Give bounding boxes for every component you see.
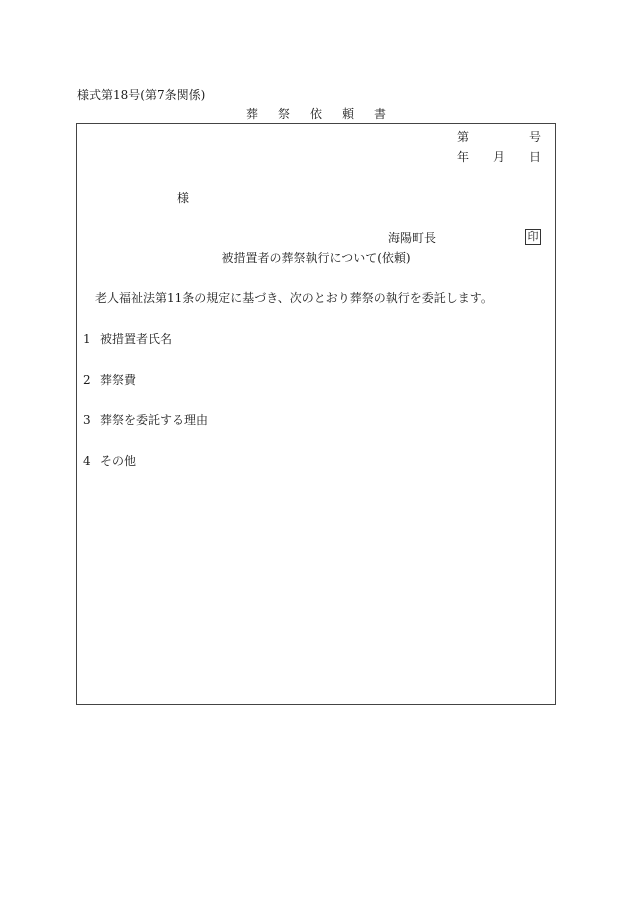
seal-mark: 印 — [525, 229, 541, 245]
title-char: 祭 — [277, 107, 290, 121]
item-number: 2 — [83, 373, 91, 387]
title-char: 書 — [374, 107, 387, 121]
reference-number-prefix: 第 — [457, 130, 470, 144]
item-number: 1 — [83, 332, 91, 346]
form-number: 様式第18号(第7条関係) — [77, 88, 206, 102]
item-number: 4 — [83, 454, 91, 468]
addressee-suffix: 様 — [177, 191, 190, 205]
item-label-reason: 葬祭を委託する理由 — [100, 413, 209, 427]
date-day-label: 日 — [529, 150, 542, 164]
item-label-name: 被措置者氏名 — [100, 332, 173, 346]
reference-number-suffix: 号 — [529, 130, 542, 144]
item-label-fee: 葬祭費 — [100, 373, 137, 387]
body-text: 老人福祉法第11条の規定に基づき、次のとおり葬祭の執行を委託します。 — [95, 291, 493, 305]
date-year-label: 年 — [457, 150, 470, 164]
item-number: 3 — [83, 413, 91, 427]
issuer-name: 海陽町長 — [388, 231, 437, 245]
date-month-label: 月 — [493, 150, 506, 164]
title-char: 依 — [309, 107, 322, 121]
item-label-other: その他 — [100, 454, 137, 468]
subject-line: 被措置者の葬祭執行について(依頼) — [221, 251, 411, 265]
title-char: 葬 — [245, 107, 258, 121]
document-title — [76, 107, 556, 121]
title-char: 頼 — [342, 107, 355, 121]
